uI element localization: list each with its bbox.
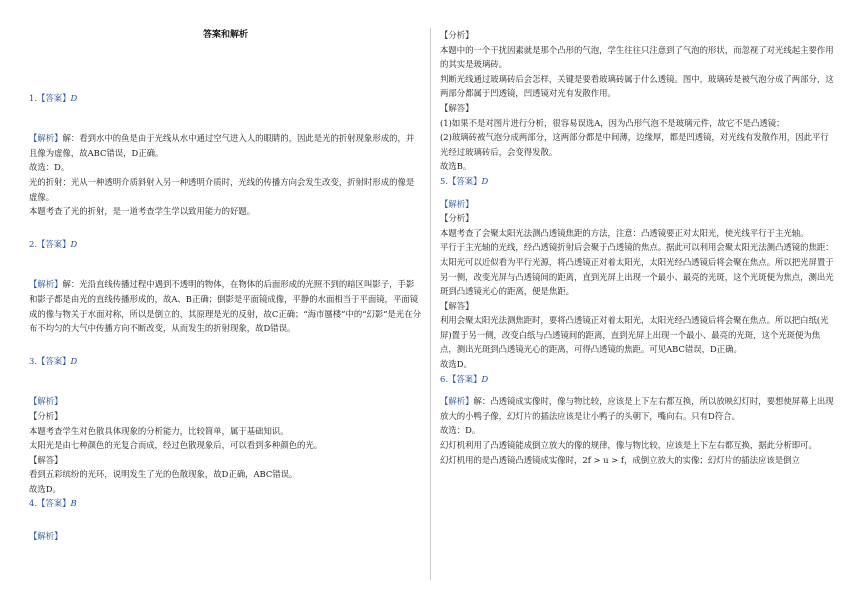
analysis-4-para-2: 判断光线通过玻璃砖后会怎样，关键是要看玻璃砖属于什么透镜。图中，玻璃砖是被气泡分成了两部分，这两部分都属于凹透镜，凹透镜对光有发散作用。	[440, 73, 834, 99]
page-title: 答案和解析	[202, 30, 248, 40]
analysis-3-para-1: 本题考查学生对色散具体现象的分析能力，比较简单，属于基础知识。	[29, 425, 289, 436]
solution-3-choose: 故选D。	[29, 483, 61, 494]
solution-3-tag: 【解答】	[29, 454, 63, 465]
explanation-2	[29, 277, 422, 335]
explanation-6-tag: 【解析】	[440, 396, 474, 407]
column-divider	[430, 28, 431, 580]
explanation-1-para-2: 本题考查了光的折射，是一道考查学生学以致用能力的好题。	[29, 206, 256, 217]
explanation-1-choose: 故选：D。	[29, 162, 70, 173]
analysis-5-tag: 【分析】	[440, 213, 474, 224]
answer-5-value: D	[481, 175, 489, 186]
explanation-4-tag: 【解析】	[29, 531, 63, 542]
solution-4-para-1: (1)如果不是对图片进行分析，很容易误选A，因为凸形气泡不是玻璃元件，故它不是凸透镜；	[440, 117, 785, 128]
explanation-6-para-1: 幻灯机利用了凸透镜能成倒立放大的像的规律，像与物比较，应该是上下左右都互换，据此分析即可。	[440, 440, 817, 451]
answer-3	[29, 354, 422, 369]
answer-5-head: 5.【答案】	[440, 175, 482, 186]
solution-5-para: 利用会聚太阳光法测焦距时，要将凸透镜正对着太阳光，太阳光经凸透镜后将会聚在焦点。所以把白纸(光屏)置于另一侧，改变白纸与凸透镜间的距离，直到光屏上出现一个最小、最亮的光斑，这个光斑便为焦点，测出光斑到凸透镜光心的距离，可得凸透镜的焦距。可见ABC错误，D正确。	[440, 315, 829, 355]
explanation-6-choose: 故选：D。	[440, 425, 481, 436]
answer-6-value: D	[481, 373, 489, 384]
solution-5-choose: 故选D。	[440, 359, 472, 370]
explanation-6	[440, 394, 836, 423]
solution-4-para-2: (2)玻璃砖被气泡分成两部分，这两部分都是中间薄，边缘厚，都是凹透镜，对光线有发散作用，因此平行光经过玻璃砖后，会变得发散。	[440, 132, 829, 157]
left-column	[29, 28, 422, 544]
answer-6-head: 6.【答案】	[440, 373, 482, 384]
answer-1-value: D	[70, 92, 78, 103]
analysis-5-para-2: 平行于主光轴的光线，经凸透镜折射后会聚于凸透镜的焦点。据此可以利用会聚太阳光法测凸透镜的焦距：太阳光可以近似看为平行光源，将凸透镜正对着太阳光，太阳光经凸透镜后将会聚在焦点。所以把光屏置于另一侧，改变光屏与凸透镜间的距离，直到光屏上出现一个最小、最亮的光斑，这个光斑便为焦点，测出光斑到凸透镜光心的距离，便是焦距。	[440, 242, 834, 297]
answer-1-head: 1.【答案】	[29, 92, 71, 103]
explanation-1-para-1: 光的折射：光从一种透明介质斜射入另一种透明介质时，光线的传播方向会发生改变，折射时形成的像是虚像。	[29, 176, 415, 202]
answer-2-value: D	[70, 238, 78, 249]
explanation-1-text: 解：看到水中的鱼是由于光线从水中通过空气进入人的眼睛的，因此是光的折射现象形成的，并且像为虚像，故ABC错误，D正确。	[29, 133, 415, 158]
answer-4-head: 4.【答案】	[29, 498, 71, 509]
explanation-2-tag: 【解析】	[29, 279, 63, 290]
solution-3-para: 看到五彩缤纷的光环，说明发生了光的色散现象，故D正确，ABC错误。	[29, 469, 298, 480]
analysis-5-para-1: 本题考查了会聚太阳光法测凸透镜焦距的方法，注意：凸透镜要正对太阳光，使光线平行于主光轴。	[440, 227, 809, 238]
solution-5-tag: 【解答】	[440, 300, 474, 311]
analysis-3-tag: 【分析】	[29, 410, 63, 421]
answer-4	[29, 496, 422, 511]
answer-4-value: B	[70, 498, 77, 509]
answer-1	[29, 91, 422, 106]
explanation-6-text: 解：凸透镜成实像时，像与物比较，应该是上下左右都互换，所以放映幻灯时，要想使屏幕上出现放大的小鸭子像，幻灯片的插法应该是让小鸭子的头朝下，嘴向右。只有D符合。	[440, 396, 834, 421]
answer-5	[440, 174, 836, 189]
explanation-5-tag: 【解析】	[440, 198, 474, 209]
analysis-4-para-1: 本题中的一个干扰因素就是那个凸形的气泡，学生往往只注意到了气泡的形状，而忽视了对光线起主要作用的其实是玻璃砖。	[440, 44, 834, 70]
answer-2	[29, 237, 422, 252]
solution-4-tag: 【解答】	[440, 102, 474, 113]
solution-4-choose: 故选B。	[440, 161, 472, 172]
answer-3-value: D	[70, 355, 78, 366]
answer-6	[440, 372, 836, 387]
explanation-3-tag: 【解析】	[29, 396, 63, 407]
answer-2-head: 2.【答案】	[29, 238, 71, 249]
answer-3-head: 3.【答案】	[29, 355, 71, 366]
right-column	[440, 28, 836, 467]
explanation-2-text: 解：光沿直线传播过程中遇到不透明的物体，在物体的后面形成的光照不到的暗区叫影子，手影和影子都是由光的直线传播形成的，故A、B正确；倒影是平面镜成像，平静的水面相当于平面镜，平面镜成的像与物关于水面对称，所以是倒立的，其原理是光的反射，故C正确；“海市蜃楼”中的“幻影”是光在分布不均匀的大气中传播方向不断改变，从而发生的折射现象，故D错误。	[29, 279, 422, 334]
explanation-1	[29, 131, 422, 160]
explanation-1-tag: 【解析】	[29, 133, 63, 144]
explanation-6-para-2: 幻灯机用的是凸透镜凸透镜成实像时，2f > u > f，成倒立放大的实像；幻灯片的插法应该是倒立	[440, 454, 800, 465]
analysis-4-tag: 【分析】	[440, 30, 474, 40]
analysis-3-para-2: 太阳光是由七种颜色的光复合而成，经过色散现象后，可以看到多种颜色的光。	[29, 440, 323, 451]
